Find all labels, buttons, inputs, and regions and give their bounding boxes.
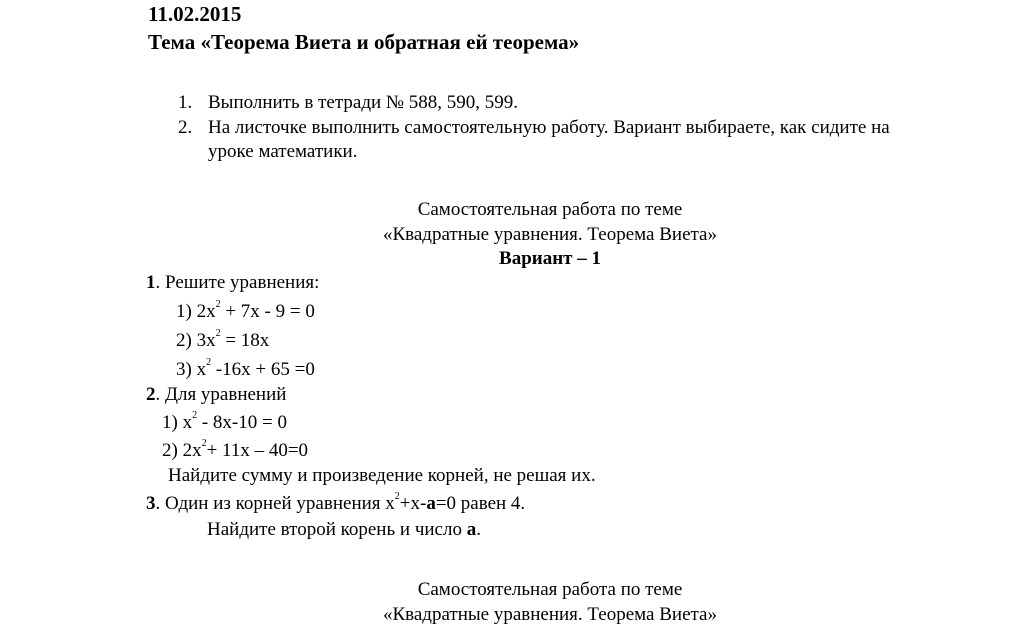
question-text: .: [476, 519, 481, 540]
equation-part: 2) 2x: [162, 440, 202, 461]
question-text: +x-: [399, 493, 427, 514]
variable: а: [466, 519, 477, 540]
question-number: 2: [146, 384, 156, 405]
equation-part: = 18x: [220, 330, 270, 351]
question-3: [146, 493, 525, 518]
equation: [176, 330, 269, 355]
question-text: . Один из корней уравнения x: [155, 493, 395, 514]
question-text: . Для уравнений: [155, 384, 287, 405]
exponent: 2: [215, 328, 221, 339]
equation: [176, 359, 315, 384]
question-2: [146, 384, 286, 406]
work-subtitle: «Квадратные уравнения. Теорема Виета»: [382, 604, 717, 625]
equation-part: 1) x: [162, 412, 193, 433]
question-note: Найдите сумму и произведение корней, не решая их.: [168, 465, 596, 486]
exponent: 2: [192, 410, 198, 421]
exponent: 2: [206, 357, 212, 368]
task-number: 2.: [178, 117, 193, 138]
equation-part: - 8x-10 = 0: [197, 412, 287, 433]
question-text: . Решите уравнения:: [155, 272, 320, 293]
task-text-line2: уроке математики.: [208, 141, 358, 162]
exponent: 2: [394, 491, 400, 502]
task-number: 1.: [178, 92, 193, 113]
question-3-line2: [207, 519, 481, 541]
question-number: 3: [146, 493, 156, 514]
question-text: Найдите второй корень и число: [207, 519, 467, 540]
question-number: 1: [146, 272, 156, 293]
equation-part: 2) 3x: [176, 330, 216, 351]
equation: [162, 412, 287, 437]
variable: а: [426, 493, 436, 514]
topic-heading: Тема «Теорема Виета и обратная ей теорема»: [148, 30, 580, 54]
date-heading: 11.02.2015: [148, 2, 242, 26]
equation-part: 3) x: [176, 359, 207, 380]
equation-part: -16x + 65 =0: [211, 359, 315, 380]
exponent: 2: [201, 438, 207, 449]
exponent: 2: [215, 299, 221, 310]
work-title: Самостоятельная работа по теме: [417, 199, 683, 220]
equation-part: + 7x - 9 = 0: [220, 301, 315, 322]
equation: [162, 440, 308, 465]
variant-heading: Вариант – 1: [499, 248, 601, 269]
question-text: =0 равен 4.: [435, 493, 526, 514]
question-1: [146, 272, 319, 294]
equation-part: 1) 2x: [176, 301, 216, 322]
work-subtitle: «Квадратные уравнения. Теорема Виета»: [382, 224, 717, 245]
task-text: Выполнить в тетради № 588, 590, 599.: [208, 92, 519, 113]
equation: [176, 301, 315, 326]
task-text-line1: На листочке выполнить самостоятельную работу. Вариант выбираете, как сидите на: [208, 117, 890, 138]
equation-part: + 11x – 40=0: [206, 440, 309, 461]
work-title: Самостоятельная работа по теме: [417, 579, 683, 600]
